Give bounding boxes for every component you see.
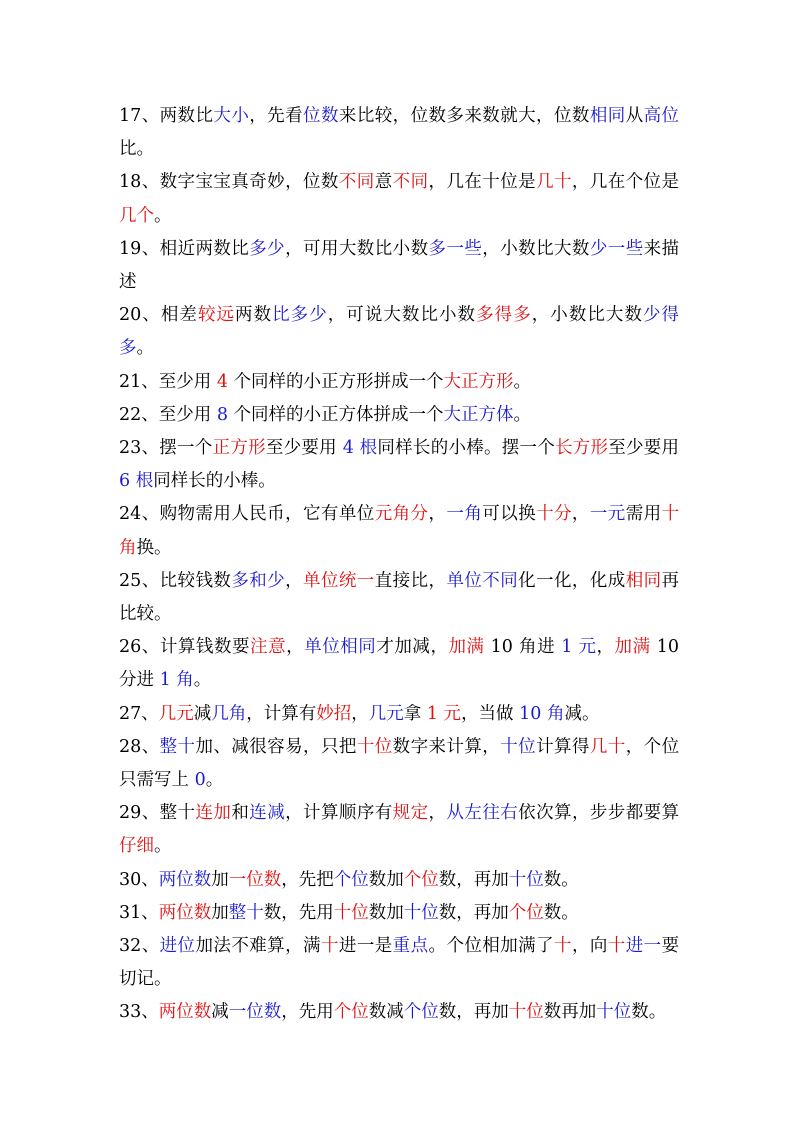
text-segment: 。	[193, 670, 212, 691]
text-segment: ，	[571, 504, 590, 525]
highlighted-term: 少得多	[119, 305, 680, 359]
highlighted-term: 几十	[589, 736, 626, 757]
text-segment: ，小数比大数	[531, 305, 644, 326]
text-segment: 。个位相加满了	[428, 936, 554, 957]
highlighted-term: 多和少	[231, 570, 286, 591]
highlighted-term: 1 元	[426, 703, 462, 724]
text-segment: 。	[136, 338, 154, 359]
highlighted-term: 10 角	[519, 703, 565, 724]
text-segment: ，	[428, 803, 447, 824]
paragraph-24	[119, 498, 679, 564]
paragraph-26	[119, 631, 679, 697]
paragraph-18	[119, 166, 679, 232]
text-segment: 23、摆一个	[119, 438, 213, 459]
highlighted-term: 个位	[508, 902, 544, 923]
paragraph-29	[119, 797, 679, 863]
highlighted-term: 进一	[625, 936, 662, 957]
highlighted-term: 一元	[589, 504, 626, 525]
text-segment: ，	[286, 637, 305, 658]
text-segment: 依次算，步步都要算	[518, 803, 680, 824]
text-segment: 进一是	[338, 936, 393, 957]
paragraph-17	[119, 100, 679, 166]
text-segment: 数。	[543, 902, 579, 923]
text-segment: ，先看	[249, 106, 304, 126]
text-segment: 数减	[368, 1002, 404, 1023]
highlighted-term: 两位数	[158, 1002, 212, 1023]
highlighted-term: 4 根	[342, 438, 378, 459]
text-segment: 要切记。	[119, 936, 680, 990]
text-segment: ，	[428, 504, 447, 525]
highlighted-term: 相同	[625, 570, 662, 591]
text-segment: 数字来计算，	[392, 736, 501, 757]
text-segment: 数，再加	[438, 902, 509, 923]
highlighted-term: 十位	[508, 1002, 544, 1023]
highlighted-term: 大正方形	[443, 371, 514, 392]
highlighted-term: 6 根	[119, 471, 154, 492]
paragraph-27	[119, 698, 679, 731]
highlighted-term: 十	[320, 936, 339, 957]
text-segment: 减	[211, 1002, 229, 1023]
highlighted-term: 连减	[249, 803, 286, 824]
highlighted-term: 个位	[333, 869, 369, 890]
text-segment: 加	[211, 902, 229, 923]
paragraph-22	[119, 399, 679, 432]
text-segment: ，可用大数比小数	[285, 238, 429, 259]
text-segment: ，几在十位是	[428, 172, 537, 193]
highlighted-term: 1 角	[159, 670, 194, 691]
highlighted-term: 整十	[228, 902, 264, 923]
text-segment: 30、	[119, 869, 159, 890]
highlighted-term: 正方形	[212, 438, 266, 459]
highlighted-term: 元角分	[374, 504, 429, 525]
highlighted-term: 十角	[119, 504, 680, 558]
highlighted-term: 1 元	[561, 637, 597, 658]
text-segment: 数。	[543, 869, 579, 890]
text-segment: 个同样的小正方体拼成一个	[227, 404, 444, 425]
highlighted-term: 一位数	[228, 1002, 282, 1023]
text-segment: 数，先用	[263, 902, 334, 923]
highlighted-term: 加满	[448, 637, 485, 658]
highlighted-term: 两位数	[158, 869, 212, 890]
text-segment: 计算得	[536, 736, 590, 757]
text-segment: 33、	[119, 1002, 159, 1023]
text-segment: ，个位只需写上	[119, 736, 680, 791]
highlighted-term: 十	[554, 936, 572, 957]
text-segment: 10 分进	[119, 637, 679, 691]
paragraph-25	[119, 565, 679, 631]
text-segment: 意	[374, 172, 393, 193]
highlighted-term: 少一些	[589, 238, 644, 259]
paragraph-19	[119, 233, 679, 299]
highlighted-term: 8	[216, 404, 228, 425]
paragraph-20	[119, 299, 679, 365]
highlighted-term: 单位相同	[304, 637, 377, 658]
text-segment: ，向	[571, 936, 608, 957]
highlighted-term: 多得多	[476, 305, 532, 326]
text-segment: 26、计算钱数要	[119, 637, 251, 658]
highlighted-term: 单位统一	[303, 570, 375, 591]
highlighted-term: 十位	[403, 902, 439, 923]
text-segment: 27、	[119, 703, 159, 724]
highlighted-term: 十分	[536, 504, 572, 525]
paragraph-32	[119, 930, 679, 996]
text-segment: 数。	[631, 1002, 667, 1023]
text-segment: 18、数字宝宝真奇妙，位数	[119, 172, 339, 193]
highlighted-term: 个位	[403, 1002, 439, 1023]
text-segment: 直接比，	[374, 570, 447, 591]
highlighted-term: 高位	[643, 106, 680, 126]
text-segment: 22、至少用	[119, 404, 217, 425]
text-segment: ，可说大数比小数	[327, 305, 477, 326]
text-segment: 两数	[235, 305, 273, 326]
highlighted-term: 不同	[338, 172, 375, 193]
text-segment: 28、	[119, 736, 160, 757]
paragraph-30	[119, 864, 679, 897]
paragraph-31	[119, 897, 679, 930]
text-segment: 20、相差	[119, 305, 198, 326]
highlighted-term: 个位	[333, 1002, 369, 1023]
text-segment: 减。	[564, 703, 600, 724]
highlighted-term: 个位	[403, 869, 439, 890]
text-segment: 。	[154, 836, 172, 857]
paragraph-21	[119, 366, 679, 399]
highlighted-term: 规定	[392, 803, 429, 824]
text-segment: 同样长的小棒。摆一个	[377, 438, 555, 459]
highlighted-term: 相同	[589, 106, 626, 126]
text-segment: 再比较。	[119, 570, 680, 625]
text-segment: ，	[351, 703, 369, 724]
highlighted-term: 不同	[392, 172, 429, 193]
text-segment: 。	[513, 404, 532, 425]
text-segment: 至少要用	[608, 438, 680, 459]
highlighted-term: 几元	[158, 703, 194, 724]
highlighted-term: 进位	[159, 936, 196, 957]
text-segment: ，	[285, 570, 304, 591]
highlighted-term: 十	[607, 936, 626, 957]
highlighted-term: 十位	[500, 736, 537, 757]
highlighted-term: 长方形	[555, 438, 609, 459]
highlighted-term: 整十	[159, 736, 196, 757]
highlighted-term: 多一些	[428, 238, 483, 259]
text-segment: 数再加	[543, 1002, 597, 1023]
highlighted-term: 较远	[197, 305, 236, 326]
highlighted-term: 十位	[508, 869, 544, 890]
text-segment: 来比较，位数多来数就大，位数	[338, 106, 590, 126]
highlighted-term: 两位数	[158, 902, 212, 923]
highlighted-term: 加满	[614, 637, 651, 658]
highlighted-term: 单位不同	[446, 570, 519, 591]
document-body	[119, 100, 679, 1030]
text-segment: 同样长的小棒。	[153, 471, 276, 492]
highlighted-term: 十位	[356, 736, 393, 757]
text-segment: 。	[513, 371, 532, 392]
text-segment: ，计算有	[246, 703, 317, 724]
highlighted-term: 几个	[119, 205, 154, 226]
text-segment: ，小数比大数	[482, 238, 590, 259]
paragraph-28	[119, 731, 679, 797]
text-segment: 化一化，化成	[518, 570, 626, 591]
text-segment: 29、整十	[119, 803, 196, 824]
text-segment: 21、至少用	[119, 371, 217, 392]
text-segment: 。	[205, 770, 224, 791]
highlighted-term: 十位	[333, 902, 369, 923]
text-segment: 才加减，	[376, 637, 449, 658]
text-segment: 至少要用	[265, 438, 343, 459]
highlighted-term: 几元	[368, 703, 404, 724]
text-segment: ，几在个位是	[571, 172, 680, 193]
text-segment: 减	[193, 703, 212, 724]
text-segment: ，	[596, 637, 615, 658]
text-segment: 10 角进	[484, 637, 562, 658]
text-segment: ，先把	[281, 869, 334, 890]
highlighted-term: 十位	[596, 1002, 632, 1023]
text-segment: 从	[625, 106, 644, 126]
highlighted-term: 从左往右	[446, 803, 519, 824]
text-segment: ，先用	[281, 1002, 334, 1023]
text-segment: 个同样的小正方形拼成一个	[227, 371, 444, 392]
highlighted-term: 几角	[211, 703, 247, 724]
text-segment: 来描述	[119, 238, 680, 293]
text-segment: 数，再加	[438, 1002, 509, 1023]
text-segment: 25、比较钱数	[119, 570, 232, 591]
text-segment: 换。	[136, 537, 172, 558]
highlighted-term: 比多少	[272, 305, 328, 326]
highlighted-term: 连加	[195, 803, 232, 824]
highlighted-term: 位数	[303, 106, 339, 126]
highlighted-term: 注意	[250, 637, 287, 658]
text-segment: 和	[231, 803, 250, 824]
text-segment: 数，再加	[438, 869, 509, 890]
text-segment: ，当做	[461, 703, 520, 724]
paragraph-33	[119, 996, 679, 1029]
highlighted-term: 一位数	[228, 869, 282, 890]
text-segment: 拿	[403, 703, 427, 724]
text-segment: 。	[154, 205, 172, 226]
highlighted-term: 4	[216, 371, 228, 392]
text-segment: 加、减很容易，只把	[195, 736, 357, 757]
highlighted-term: 0	[194, 770, 206, 791]
highlighted-term: 重点	[392, 936, 429, 957]
text-segment: 17、两数比	[119, 106, 214, 126]
text-segment: 可以换	[482, 504, 537, 525]
text-segment: 加	[211, 869, 229, 890]
text-segment: 24、购物需用人民币，它有单位	[119, 504, 375, 525]
text-segment: 31、	[119, 902, 159, 923]
highlighted-term: 多少	[249, 238, 286, 259]
highlighted-term: 仔细	[119, 836, 154, 857]
highlighted-term: 大小	[213, 106, 250, 126]
text-segment: 需用	[625, 504, 662, 525]
paragraph-23	[119, 432, 679, 498]
highlighted-term: 几十	[536, 172, 572, 193]
text-segment: ，计算顺序有	[285, 803, 393, 824]
text-segment: 比。	[119, 139, 154, 160]
text-segment: 数加	[368, 902, 404, 923]
text-segment: 32、	[119, 936, 160, 957]
highlighted-term: 妙招	[316, 703, 352, 724]
text-segment: 数加	[368, 869, 404, 890]
text-segment: 19、相近两数比	[119, 238, 250, 259]
highlighted-term: 大正方体	[443, 404, 514, 425]
highlighted-term: 一角	[446, 504, 483, 525]
text-segment: 加法不难算，满	[195, 936, 321, 957]
